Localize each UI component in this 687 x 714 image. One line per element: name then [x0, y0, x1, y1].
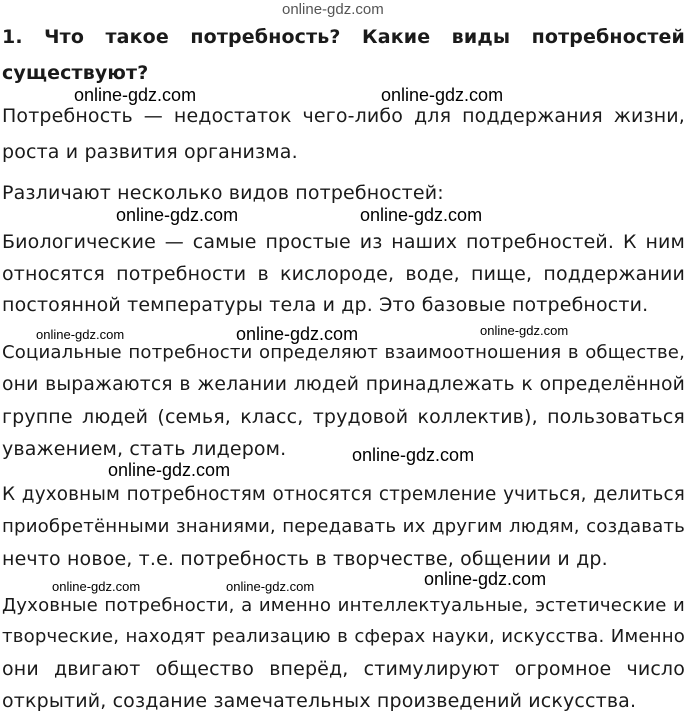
paragraph-spiritual-role-line-1: Духовные потребности, а именно интеллектуальные, эстетические и [2, 595, 685, 616]
question-heading-line-2: существуют? [2, 62, 149, 84]
paragraph-biological-line-3: постоянной температуры тела и др. Это базовые потребности. [2, 294, 649, 316]
watermark: online-gdz.com [74, 85, 197, 105]
watermark: online-gdz.com [108, 460, 231, 480]
paragraph-spiritual-role-line-3: они двигают общество вперёд, стимулируют огромное число [2, 658, 685, 680]
paragraph-social-line-3: группе людей (семья, класс, трудовой коллектив), пользоваться [2, 406, 685, 428]
paragraph-spiritual-line-3: нечто новое, т.е. потребность в творчестве, общении и др. [2, 548, 608, 570]
paragraph-definition-line-2: роста и развития организма. [2, 141, 298, 163]
paragraph-social-line-4: уважением, стать лидером. [2, 438, 287, 460]
question-heading-line-1: 1. Что такое потребность? Какие виды потребностей [2, 26, 685, 48]
paragraph-social-line-2: они выражаются в желании людей принадлежать к определённой [2, 374, 685, 395]
watermark: online-gdz.com [226, 579, 315, 594]
watermark: online-gdz.com [236, 324, 359, 344]
paragraph-biological-line-2: относятся потребности в кислороде, воде, пище, поддержании [2, 263, 685, 285]
paragraph-spiritual-line-2: приобретёнными знаниями, передавать их другим людям, создавать [2, 516, 685, 537]
paragraph-spiritual-role-line-4: открытий, создание замечательных произведений искусства. [2, 690, 637, 712]
watermark: online-gdz.com [116, 205, 239, 225]
watermark: online-gdz.com [381, 85, 504, 105]
watermark: online-gdz.com [36, 327, 125, 342]
paragraph-types-intro: Различают несколько видов потребностей: [2, 182, 444, 204]
watermark: online-gdz.com [424, 569, 547, 589]
paragraph-spiritual-line-1: К духовным потребностям относятся стремление учиться, делиться [2, 484, 685, 505]
paragraph-definition-line-1: Потребность — недостаток чего-либо для поддержания жизни, [2, 105, 685, 127]
watermark: online-gdz.com [480, 323, 569, 338]
watermark: online-gdz.com [352, 445, 475, 465]
watermark: online-gdz.com [52, 579, 141, 594]
watermark: online-gdz.com [360, 205, 483, 225]
header-watermark: online-gdz.com [282, 1, 384, 18]
paragraph-spiritual-role-line-2: творческие, находят реализацию в сферах науки, искусства. Именно [2, 626, 685, 647]
paragraph-biological-line-1: Биологические — самые простые из наших потребностей. К ним [2, 231, 685, 253]
paragraph-social-line-1: Социальные потребности определяют взаимоотношения в обществе, [2, 342, 685, 363]
